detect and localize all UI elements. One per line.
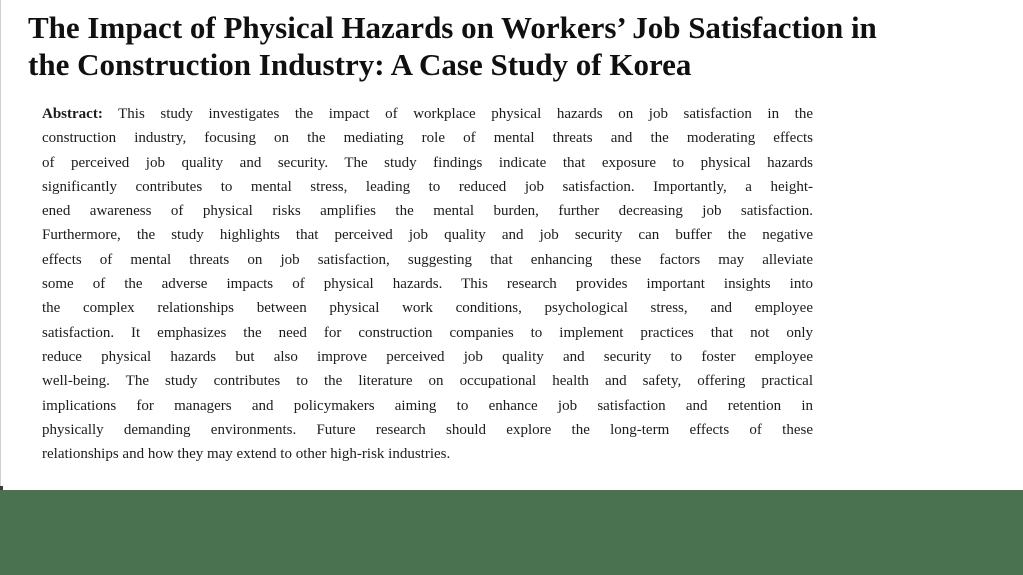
- abstract-line: effects of mental threats on job satisfaction, suggesting that enhancing these factors may alleviate: [42, 251, 813, 268]
- abstract-line: implications for managers and policymakers aiming to enhance job satisfaction and retention in: [42, 397, 813, 414]
- abstract-line: ened awareness of physical risks amplifies the mental burden, further decreasing job satisfaction.: [42, 203, 813, 220]
- abstract-line: reduce physical hazards but also improve perceived job quality and security to foster employee: [42, 348, 813, 365]
- abstract-line: of perceived job quality and security. The study findings indicate that exposure to physical hazards: [42, 154, 813, 171]
- abstract-line-text: This study investigates the impact of workplace physical hazards on job satisfaction in the: [118, 106, 813, 122]
- paper-title-line-2: the Construction Industry: A Case Study of Korea: [28, 47, 692, 82]
- abstract-line: physically demanding environments. Future research should explore the long-term effects of these: [42, 421, 813, 438]
- abstract-line: significantly contributes to mental stress, leading to reduced job satisfaction. Importantly, a height-: [42, 178, 813, 195]
- abstract-line: well-being. The study contributes to the literature on occupational health and safety, offering practical: [42, 373, 813, 390]
- abstract-line: [42, 102, 813, 126]
- abstract-line: relationships and how they may extend to other high-risk industries.: [42, 446, 451, 463]
- abstract-line: the complex relationships between physical work conditions, psychological stress, and employee: [42, 300, 813, 317]
- abstract-line: some of the adverse impacts of physical hazards. This research provides important insights into: [42, 276, 813, 293]
- abstract-block: [42, 102, 813, 466]
- abstract-line: Furthermore, the study highlights that perceived job quality and job security can buffer the negative: [42, 227, 813, 244]
- abstract-line: construction industry, focusing on the mediating role of mental threats and the moderating effects: [42, 130, 813, 147]
- viewer-backdrop: [0, 490, 1023, 575]
- paper-title: [28, 9, 1003, 83]
- abstract-line: satisfaction. It emphasizes the need for construction companies to implement practices that not only: [42, 324, 813, 341]
- paper-title-line-1: The Impact of Physical Hazards on Workers’ Job Satisfaction in: [28, 10, 877, 45]
- abstract-label: Abstract:: [42, 106, 103, 122]
- page-left-edge-line: [0, 0, 1, 490]
